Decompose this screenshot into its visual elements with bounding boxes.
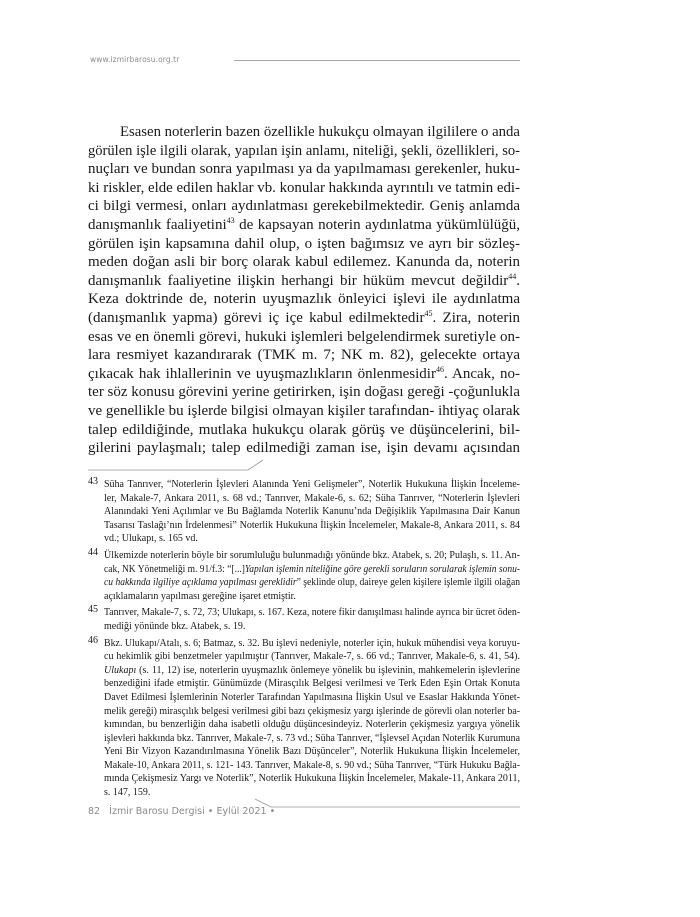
text-run: . Ancak, no- — [443, 365, 520, 382]
footnote-number: 46 — [88, 634, 98, 646]
body-line — [88, 290, 520, 309]
footnote-line — [104, 563, 520, 577]
italic-text: Yapılan işlemin niteliğine göre gerekli soruların sorularak işlemin sonu- — [244, 563, 520, 575]
page-footer — [88, 806, 275, 817]
text-run: Tasarısı Taslağı’nın İrdelenmesi” Noterlik Hukukuna İlişkin İncelemeler, Makale-8, Ankara 2011, s. 84 — [104, 519, 520, 531]
text-run: ter söz konusu görevini yerine getirirken, işin doğası gereği -çoğunlukla — [88, 384, 520, 401]
footnote-line — [104, 492, 520, 506]
footnote-line — [104, 549, 520, 563]
body-line — [88, 160, 520, 179]
text-run: açıklamaların yapılması gereğine işaret etmiştir. — [104, 590, 296, 602]
body-line — [88, 309, 520, 328]
footnote-line — [104, 650, 520, 664]
text-run: ki riskler, elde edilen haklar vb. konular hakkında ayrıntılı ve tatmin edi- — [88, 179, 520, 196]
footnote-line — [104, 772, 520, 786]
footnote-43 — [88, 478, 520, 546]
body-line — [88, 439, 520, 458]
footnote-line — [104, 759, 520, 773]
text-run: Yeni Bir Vizyon Kazandırılmasına Yönelik Bazı Düşünceler”, Noterlik Hukukuna İlişkin İncelemeler, — [104, 746, 520, 758]
text-run: ” şeklinde olup, daireye gelen kişilere işlemle ilgili olağan — [296, 577, 520, 589]
footnote-line — [104, 519, 520, 533]
body-line — [88, 328, 520, 347]
footnote-line — [104, 745, 520, 759]
issue-date: Eylül 2021 — [216, 806, 267, 817]
body-line — [88, 383, 520, 402]
text-run: talep edildiğinde, mutlaka hukukçu olarak görüş ve düşüncelerini, bil- — [88, 421, 520, 438]
text-run: ve genellikle bu işlerde bilgisi olmayan kişiler tarafından- ihtiyaç olarak — [88, 402, 520, 419]
text-run: Tanrıver, Makale-7, s. 72, 73; Ulukapı, s. 167. Keza, notere fikir danışılması halinde ayrıca bir ücret öden- — [104, 607, 520, 619]
text-run: esas ve en önemli görevi, hukuki işlemleri belgelendirmek suretiyle on- — [88, 328, 520, 345]
text-run: ci bilgi vermesi, onları aydınlatması gerekebilmektedir. Geniş anlamda — [88, 198, 520, 215]
body-line — [88, 365, 520, 384]
footnote-44 — [88, 546, 520, 603]
body-line — [88, 142, 520, 161]
footnote-line — [104, 590, 520, 604]
text-run: benzediğini ifade etmiştir. Günümüzde (Mirasçılık Belgesi verilmesi ve Terk Eden Eşin Ortak Konuta — [104, 678, 520, 690]
text-run: melik gereği) mirasçılık belgesi verilmesi gibi bazı çekişmesiz yargı işlerinde de görevli olan noterler ba- — [104, 705, 520, 717]
text-run: Keza doktrinde de, noterin uyuşmazlık önleyici işlevi ile aydınlatma — [88, 291, 520, 308]
body-line — [88, 346, 520, 365]
footnote-number: 45 — [88, 604, 98, 616]
text-run: . Zira, noterin — [432, 309, 520, 326]
header-url: www.izmirbarosu.org.tr — [90, 55, 180, 64]
footnote-line — [104, 532, 520, 546]
text-run: vd.; Ulukapı, s. 165 vd. — [104, 533, 198, 545]
footnote-46 — [88, 634, 520, 800]
body-paragraph — [88, 123, 520, 458]
text-run: görülen işle ilgili olarak, yapılan işin anlamı, niteliği, şekli, özellikleri, so- — [88, 142, 520, 159]
footnote-line — [104, 691, 520, 705]
footer-rule — [255, 798, 525, 812]
text-run: s. 147, 159. — [104, 787, 151, 799]
text-run: kımından, bu benzerliğin daha isabetli olduğu düşüncesindeyiz. Noterlerin çekişmesiz yargıya yönelik — [104, 719, 520, 731]
text-run: görülen işin kapsamına dahil olup, o işten bağımsız ve ayrı bir sözleş- — [88, 235, 520, 252]
body-line — [88, 253, 520, 272]
text-run: . — [516, 272, 520, 289]
footnote-number: 43 — [88, 476, 98, 487]
footnote-separator — [88, 458, 288, 474]
footer-bullet: • — [207, 806, 214, 817]
body-line — [88, 216, 520, 235]
body-line — [88, 402, 520, 421]
footer-bullet: • — [269, 806, 276, 817]
footnote-line — [104, 478, 520, 492]
text-run: lara resmiyet kazandırarak (TMK m. 7; NK m. 82), gelecekte ortaya — [88, 347, 520, 364]
text-run: (s. 11, 12) ise, noterlerin uyuşmazlık önlemeye yönelik bu işlevinin, mahkemelerin işlevlerine — [136, 664, 520, 676]
footnote-line — [104, 606, 520, 620]
italic-text: Ulukapı — [104, 664, 137, 676]
footnote-line — [104, 637, 520, 651]
text-run: mediği yönünde bkz. Atabek, s. 19. — [104, 620, 246, 632]
footnote-line — [104, 732, 520, 746]
text-run: Ülkemizde noterlerin böyle bir sorumluluğu bulunmadığı yönünde bkz. Atabek, s. 20; Pulaşlı, s. 11. An- — [104, 549, 520, 561]
body-line — [88, 179, 520, 198]
footnote-line — [104, 620, 520, 634]
text-run: Süha Tanrıver, “Noterlerin İşlevleri Alanında Yeni Gelişmeler”, Noterlik Hukukuna İlişkin İnceleme- — [104, 479, 520, 490]
text-run: nuçları ve bundan sonra yapılması ya da yapılmaması gerekenler, huku- — [88, 161, 520, 178]
footnote-line — [104, 677, 520, 691]
journal-name: İzmir Barosu Dergisi — [109, 806, 205, 817]
text-run: cak, NK Yönetmeliği m. 91/f.3: “[...] — [104, 563, 245, 575]
body-line — [88, 123, 520, 142]
text-run: Alanındaki Yeni Açılımlar ve Bu Bağlamda Noterlik Kanunu’nda Değişiklik Yapılmasına Dair Kanun — [104, 506, 520, 518]
text-run: (danışmanlık yapma) görevi iç içe kabul edilmektedir — [88, 309, 425, 326]
text-run: Bkz. Ulukapı/Atalı, s. 6; Batmaz, s. 32. Bu işlevi nedeniyle, noterler için, hukuk mühendisi veya koruyu- — [104, 637, 520, 649]
footnote-reference[interactable]: 45 — [424, 308, 433, 318]
text-run: meden doğan asli bir borç olarak kabul edilemez. Kanunda da, noterin — [88, 254, 520, 271]
text-run: danışmanlık faaliyetini — [88, 216, 227, 233]
text-run: çıkacak hak ihlallerinin ve uyuşmazlıkların önlenmesidir — [88, 365, 436, 382]
footnote-number: 44 — [88, 546, 98, 558]
footnote-45 — [88, 606, 520, 633]
body-line — [88, 272, 520, 291]
footnote-reference[interactable]: 46 — [435, 364, 444, 374]
text-run: Makale-10, Ankara 2011, s. 121- 143. Tanrıver, Makale-8, s. 90 vd.; Süha Tanrıver, “Türk Hukuku Bağla- — [104, 759, 520, 771]
footnote-line — [104, 505, 520, 519]
text-run: Davet Edilmesi İşlemlerinin Noterler Tarafından Yapılmasına İlişkin Usul ve Esaslar Hakkında Yönet- — [104, 691, 520, 703]
italic-text: cu hakkında ilgiliye açıklama yapılması gereklidir — [104, 577, 297, 589]
text-run: danışmanlık faaliyetine ilişkin herhangi bir hüküm mevcut değildir — [88, 272, 509, 289]
text-run: gilerini paylaşmalı; talep edilmediği zaman ise, işin devamı açısından — [88, 440, 520, 457]
text-run: de kapsayan noterin aydınlatma yükümlülüğü, — [234, 216, 520, 233]
body-line — [88, 197, 520, 216]
footnote-reference[interactable]: 44 — [508, 271, 517, 281]
footnote-line — [104, 705, 520, 719]
page-number: 82 — [88, 806, 101, 817]
footnotes — [88, 478, 520, 803]
text-run: işlevleri hakkında bkz. Tanrıver, Makale-7, s. 73 vd.; Süha Tanrıver, “İşlevsel Açıdan Noterlik Kurumuna — [104, 732, 520, 744]
footnote-reference[interactable]: 43 — [226, 215, 235, 225]
text-run: Esasen noterlerin bazen özellikle hukukçu olmayan ilgililere o anda — [120, 124, 520, 140]
text-run: mında Çekişmesiz Yargı ve Noterlik”, Noterlik Hukukuna İlişkin İncelemeler, Makale-11, Ankara 2011, — [104, 773, 520, 785]
text-run: ler, Makale-7, Ankara 2011, s. 68 vd.; Tanrıver, Makale-6, s. 62; Süha Tanrıver, “Noterlerin İşlevleri — [104, 492, 520, 504]
text-run: cu hekimlik gibi benzetmeler yapılmıştır (Tanrıver, Makale-7, s. 66 vd.; Tanrıver, Makale-6, s. 41, 54). — [104, 651, 520, 663]
footnote-line — [104, 718, 520, 732]
footnote-line — [104, 664, 520, 678]
body-line — [88, 235, 520, 254]
footnote-line — [104, 576, 520, 590]
body-line — [88, 421, 520, 440]
header-rule — [234, 60, 520, 61]
